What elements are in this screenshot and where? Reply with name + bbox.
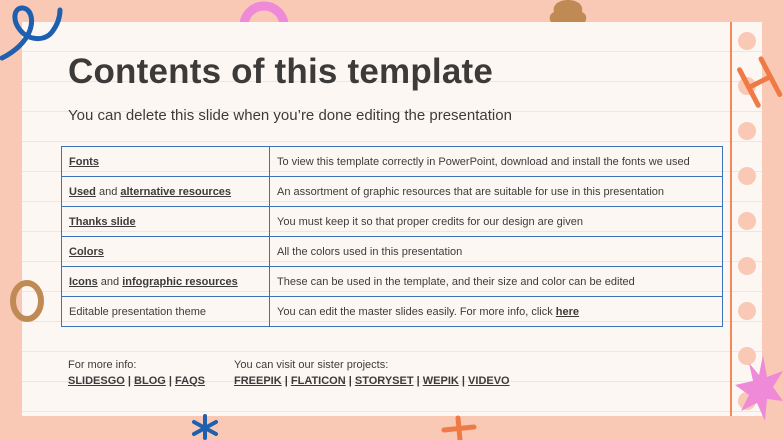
blog-link[interactable]: BLOG	[134, 375, 166, 387]
sister-projects-label: You can visit our sister projects:	[234, 359, 389, 371]
table-cell-topic: Editable presentation theme	[62, 297, 270, 327]
videvo-link[interactable]: VIDEVO	[468, 375, 510, 387]
table-cell-topic	[62, 207, 270, 237]
slidesgo-link[interactable]: SLIDESGO	[68, 375, 125, 387]
wepik-link[interactable]: WEPIK	[422, 375, 459, 387]
colors-link[interactable]: Colors	[69, 245, 104, 258]
separator: |	[124, 375, 135, 387]
table-cell-topic	[62, 147, 270, 177]
separator: |	[413, 375, 423, 387]
table-cell-description: These can be used in the template, and their size and color can be edited	[270, 267, 723, 297]
here-link[interactable]: here	[555, 305, 580, 318]
binder-hole	[738, 167, 756, 185]
margin-line	[730, 22, 732, 416]
page-subtitle: You can delete this slide when you’re done editing the presentation	[68, 107, 512, 124]
blue-asterisk-decoration	[189, 414, 221, 440]
separator: |	[281, 375, 291, 387]
table-row	[62, 297, 723, 327]
table-row	[62, 207, 723, 237]
used-link[interactable]: Used	[69, 185, 96, 198]
blue-squiggle-decoration	[0, 2, 66, 64]
brown-letter-o-decoration	[6, 276, 48, 326]
footer-more-info	[68, 359, 205, 387]
icons-link[interactable]: Icons	[69, 275, 98, 288]
page-title: Contents of this template	[68, 52, 494, 91]
separator: |	[345, 375, 355, 387]
freepik-link[interactable]: FREEPIK	[234, 375, 282, 387]
table-row	[62, 267, 723, 297]
table-row	[62, 147, 723, 177]
binder-hole	[738, 122, 756, 140]
orange-letter-h-decoration	[736, 55, 783, 111]
separator: |	[165, 375, 176, 387]
alternative-resources-link[interactable]: alternative resources	[120, 185, 232, 198]
table-cell-description	[270, 297, 723, 327]
description-text: You can edit the master slides easily. For more info, click	[277, 305, 556, 318]
table-cell-topic	[62, 177, 270, 207]
binder-hole	[738, 32, 756, 50]
more-info-label: For more info:	[68, 359, 137, 371]
table-cell-description: All the colors used in this presentation	[270, 237, 723, 267]
fonts-link[interactable]: Fonts	[69, 155, 99, 168]
orange-plus-decoration	[438, 414, 478, 440]
table-row	[62, 237, 723, 267]
binder-hole	[738, 257, 756, 275]
table-cell-description: An assortment of graphic resources that are suitable for use in this presentation	[270, 177, 723, 207]
separator: |	[458, 375, 469, 387]
faqs-link[interactable]: FAQS	[175, 375, 205, 387]
storyset-link[interactable]: STORYSET	[354, 375, 414, 387]
more-info-links	[68, 375, 205, 387]
flaticon-link[interactable]: FLATICON	[290, 375, 346, 387]
binder-hole	[738, 302, 756, 320]
joiner-text: and	[97, 275, 123, 288]
table-cell-topic	[62, 267, 270, 297]
footer-sister-projects	[234, 359, 510, 387]
joiner-text: and	[95, 185, 121, 198]
table-cell-topic	[62, 237, 270, 267]
binder-hole	[738, 212, 756, 230]
table-row	[62, 177, 723, 207]
table-cell-description: To view this template correctly in PowerPoint, download and install the fonts we used	[270, 147, 723, 177]
brown-blob-decoration	[546, 0, 590, 24]
sister-projects-links	[234, 375, 510, 387]
infographic-resources-link[interactable]: infographic resources	[122, 275, 238, 288]
contents-table	[61, 146, 723, 327]
notebook-page	[22, 22, 762, 416]
pink-star-decoration	[735, 355, 783, 435]
table-cell-description: You must keep it so that proper credits for our design are given	[270, 207, 723, 237]
thanks-slide-link[interactable]: Thanks slide	[69, 215, 136, 228]
